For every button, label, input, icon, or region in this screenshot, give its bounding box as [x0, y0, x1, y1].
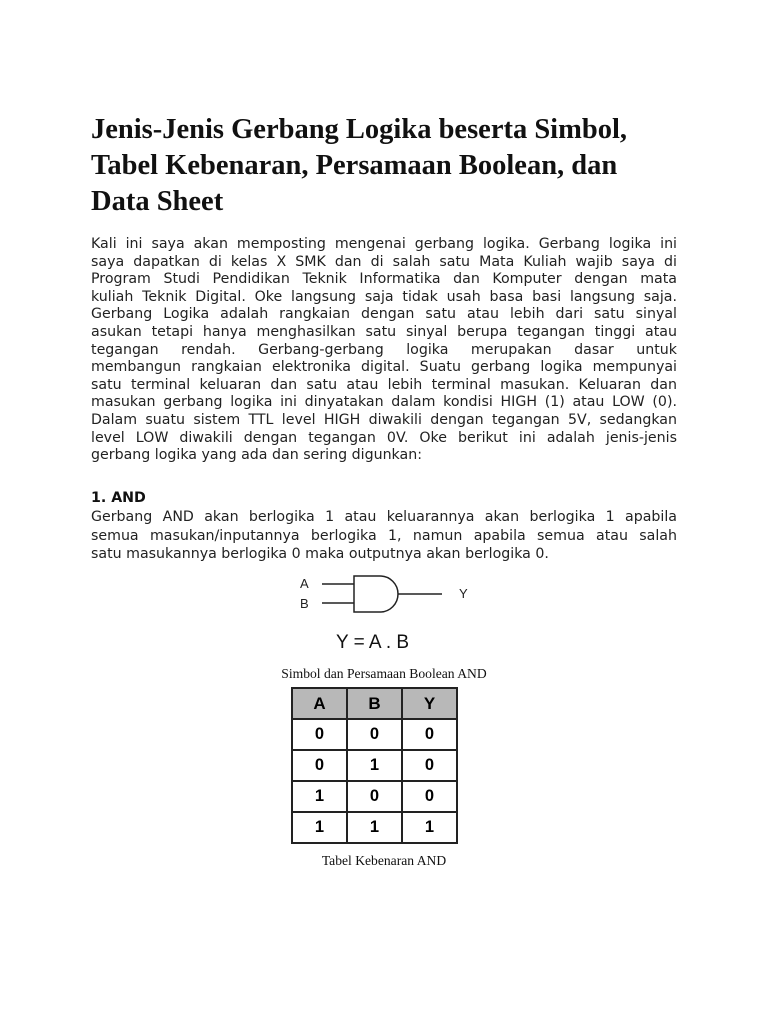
table-caption: Tabel Kebenaran AND [321, 853, 447, 868]
and-gate-icon [354, 576, 398, 612]
table-header-row [292, 688, 457, 719]
truth-table [291, 687, 458, 844]
and-gate-figure [290, 572, 480, 620]
intro-line: asukan tetapi hanya menghasilkan satu sinyal berupa tegangan tinggi atau [91, 323, 677, 340]
gate-output-y-label: Y [459, 586, 468, 601]
page-title [91, 112, 691, 220]
table-cell: 1 [347, 750, 402, 781]
table-row [292, 750, 457, 781]
boolean-equation: Y = A . B [336, 632, 410, 653]
intro-line: Program Studi Pendidikan Teknik Informatika dan Komputer dengan mata [91, 271, 677, 288]
intro-line: membangun rangkaian elektronika digital. Suatu gerbang logika mempunyai [91, 359, 677, 376]
title-line-3: Data Sheet [91, 186, 224, 217]
column-header: A [292, 688, 347, 719]
title-line-1: Jenis-Jenis Gerbang Logika beserta Simbol, [91, 114, 627, 145]
intro-line: level LOW diwakili dengan tegangan 0V. Oke berikut ini adalah jenis-jenis [91, 429, 677, 446]
table-cell: 0 [402, 719, 457, 750]
intro-line: Kali ini saya akan memposting mengenai gerbang logika. Gerbang logika ini [91, 236, 677, 252]
column-header: B [347, 688, 402, 719]
table-cell: 1 [292, 781, 347, 812]
table-cell: 0 [292, 719, 347, 750]
table-row [292, 781, 457, 812]
section-heading-and: 1. AND [91, 490, 146, 506]
and-description-paragraph [91, 508, 677, 564]
gate-input-a-label: A [300, 576, 309, 591]
and-description-line: semua masukan/inputannya berlogika 1, namun apabila semua atau salah [91, 527, 677, 544]
table-cell: 0 [402, 781, 457, 812]
gate-input-b-label: B [300, 596, 309, 611]
intro-line: Dalam suatu sistem TTL level HIGH diwakili dengan tegangan 5V, sedangkan [91, 411, 677, 428]
table-cell: 0 [347, 781, 402, 812]
intro-line: kuliah Teknik Digital. Oke langsung saja tidak usah basa basi langsung saja. [91, 288, 677, 305]
title-line-2: Tabel Kebenaran, Persamaan Boolean, dan [91, 150, 618, 181]
intro-line: masukan gerbang logika ini dinyatakan dalam kondisi HIGH (1) atau LOW (0). [91, 394, 677, 411]
table-row [292, 719, 457, 750]
table-cell: 1 [402, 812, 457, 843]
symbol-caption: Simbol dan Persamaan Boolean AND [281, 666, 487, 681]
table-cell: 0 [292, 750, 347, 781]
intro-line: saya dapatkan di kelas X SMK dan di salah satu Mata Kuliah wajib saya di [91, 253, 677, 270]
intro-line: satu terminal keluaran dan satu atau lebih terminal masukan. Keluaran dan [91, 376, 677, 393]
intro-line: Gerbang Logika adalah rangkaian dengan satu atau lebih dari satu sinyal [91, 306, 677, 323]
table-cell: 1 [292, 812, 347, 843]
table-cell: 0 [347, 719, 402, 750]
intro-paragraph [91, 236, 677, 465]
and-description-line: satu masukannya berlogika 0 maka outputnya akan berlogika 0. [91, 546, 549, 563]
intro-line: gerbang logika yang ada dan sering digunkan: [91, 447, 422, 464]
table-cell: 0 [402, 750, 457, 781]
table-row [292, 812, 457, 843]
column-header: Y [402, 688, 457, 719]
intro-line: tegangan rendah. Gerbang-gerbang logika merupakan dasar untuk [91, 341, 677, 358]
table-cell: 1 [347, 812, 402, 843]
and-description-line: Gerbang AND akan berlogika 1 atau keluarannya akan berlogika 1 apabila [91, 509, 677, 525]
